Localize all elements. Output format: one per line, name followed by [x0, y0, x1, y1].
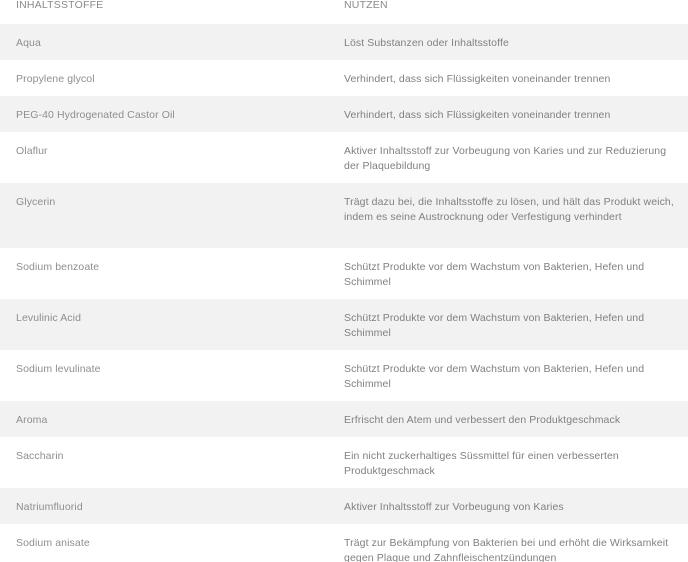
- ingredient-benefit: Schützt Produkte vor dem Wachstum von Bakterien, Hefen und Schimmel: [344, 363, 645, 390]
- ingredient-benefit: Aktiver Inhaltsstoff zur Vorbeugung von Karies und zur Reduzierung der Plaquebildung: [344, 145, 667, 172]
- table-row: [0, 437, 688, 488]
- ingredient-benefit: Löst Substanzen oder Inhaltsstoffe: [344, 37, 509, 49]
- ingredient-name: Olaflur: [16, 145, 48, 157]
- ingredient-name: PEG-40 Hydrogenated Castor Oil: [16, 109, 175, 121]
- ingredient-benefit: Ein nicht zuckerhaltiges Süssmittel für einen verbesserten Produktgeschmack: [344, 450, 619, 477]
- table-header: [0, 0, 688, 24]
- ingredient-name: Saccharin: [16, 450, 64, 462]
- table-row: [0, 350, 688, 401]
- ingredient-benefit: Trägt dazu bei, die Inhaltsstoffe zu lösen, und hält das Produkt weich, indem es seine Austrocknung oder Verfestigung verhindert: [344, 196, 674, 223]
- table-row: [0, 183, 688, 248]
- ingredient-name: Sodium benzoate: [16, 261, 100, 273]
- table-row: [0, 132, 688, 183]
- header-ingredients: INHALTSSTOFFE: [16, 0, 104, 11]
- ingredient-benefit: Aktiver Inhaltsstoff zur Vorbeugung von Karies: [344, 501, 564, 513]
- ingredient-benefit: Verhindert, dass sich Flüssigkeiten voneinander trennen: [344, 73, 611, 85]
- ingredient-name: Aroma: [16, 414, 48, 426]
- ingredient-name: Natriumfluorid: [16, 501, 83, 513]
- ingredient-benefit: Erfrischt den Atem und verbessert den Produktgeschmack: [344, 414, 621, 426]
- table-row: [0, 401, 688, 437]
- ingredient-benefit: Verhindert, dass sich Flüssigkeiten voneinander trennen: [344, 109, 611, 121]
- ingredient-benefit: Schützt Produkte vor dem Wachstum von Bakterien, Hefen und Schimmel: [344, 261, 645, 288]
- header-benefit: NUTZEN: [344, 0, 388, 11]
- ingredient-name: Sodium anisate: [16, 537, 90, 549]
- table-row: [0, 524, 688, 562]
- table-row: [0, 60, 688, 96]
- ingredient-name: Sodium levulinate: [16, 363, 101, 375]
- ingredient-benefit: Schützt Produkte vor dem Wachstum von Bakterien, Hefen und Schimmel: [344, 312, 645, 339]
- ingredient-benefit: Trägt zur Bekämpfung von Bakterien bei und erhöht die Wirksamkeit gegen Plaque und Zahnfleischentzündungen: [344, 537, 669, 562]
- ingredient-name: Propylene glycol: [16, 73, 95, 85]
- ingredient-name: Aqua: [16, 37, 41, 49]
- ingredient-name: Glycerin: [16, 196, 56, 208]
- table-row: [0, 488, 688, 524]
- table-row: [0, 24, 688, 60]
- table-row: [0, 96, 688, 132]
- table-row: [0, 299, 688, 350]
- ingredient-name: Levulinic Acid: [16, 312, 82, 324]
- table-row: [0, 248, 688, 299]
